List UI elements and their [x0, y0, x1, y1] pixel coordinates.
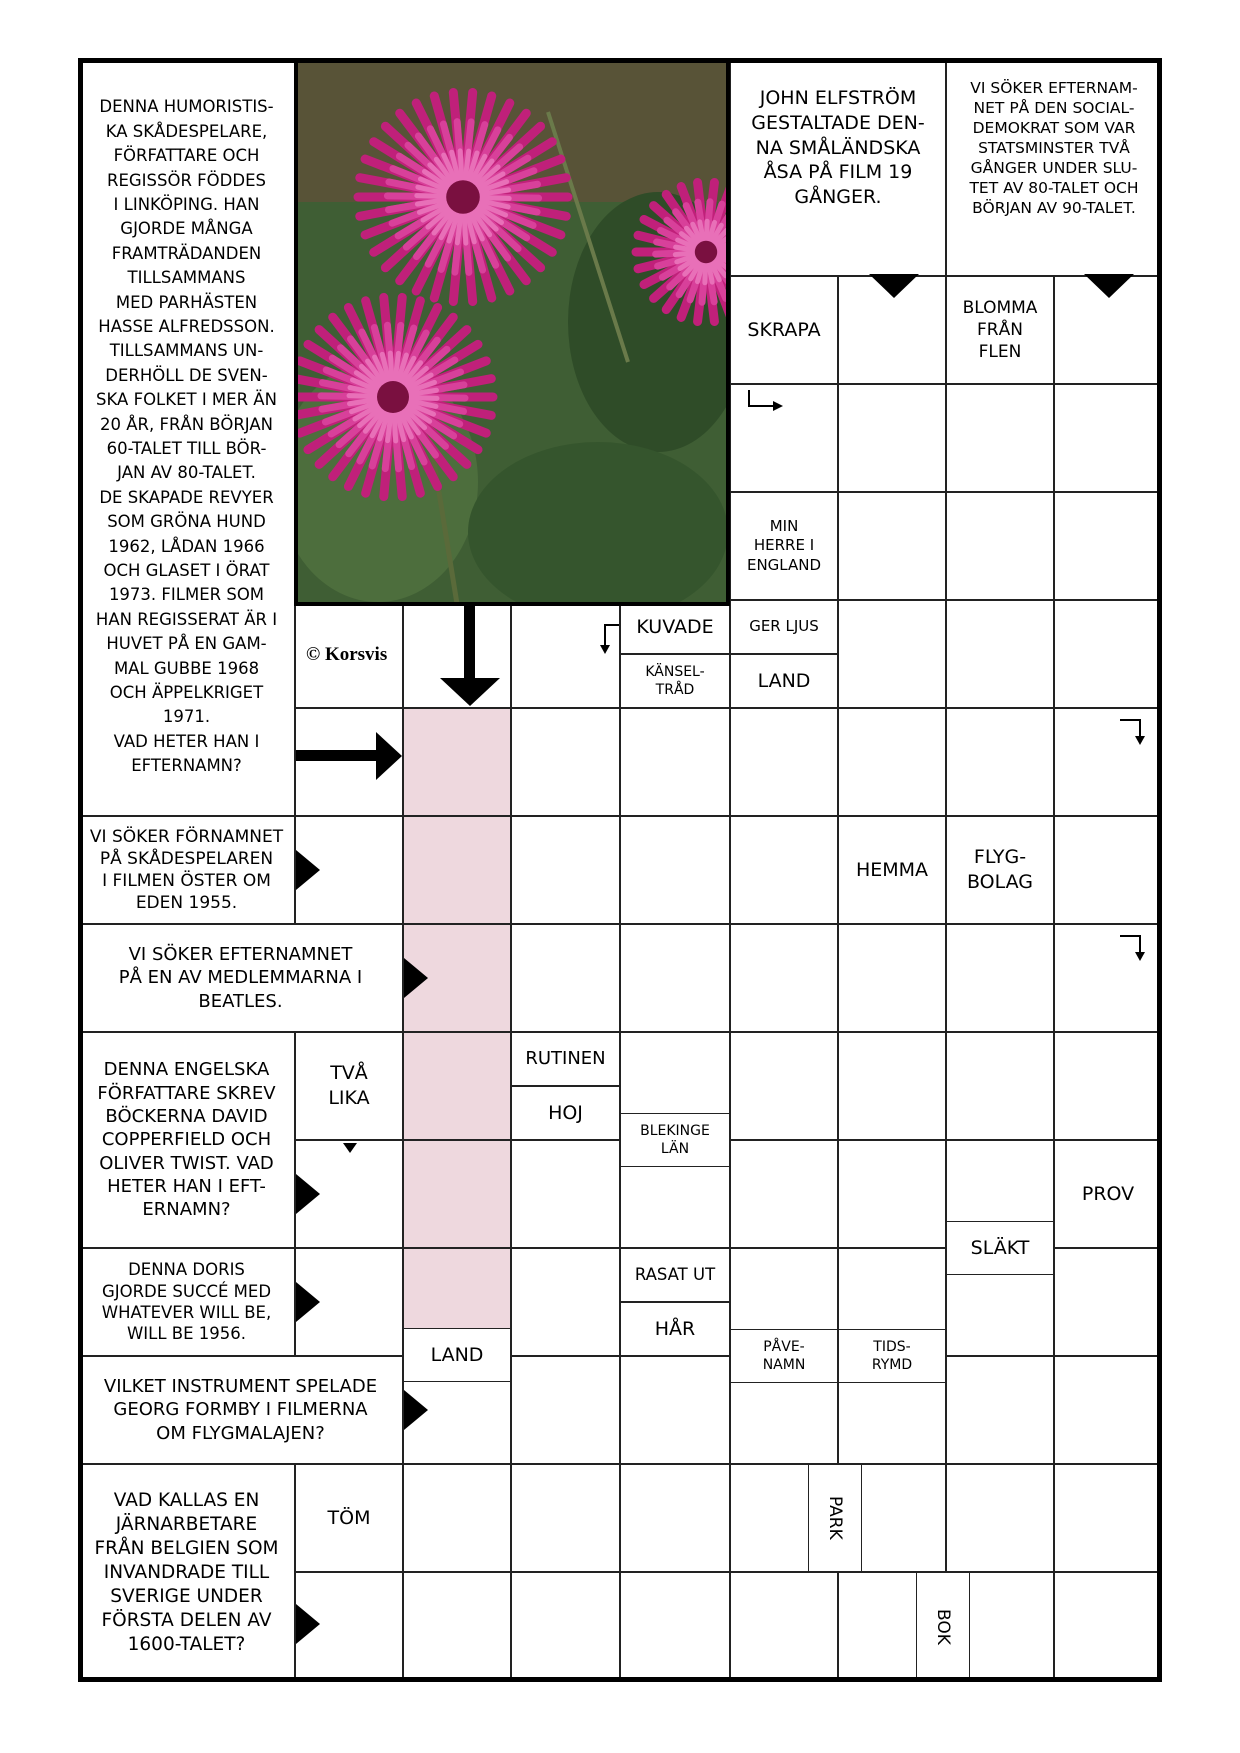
clue-hemma: HEMMA — [838, 816, 946, 924]
clue-formby: VILKET INSTRUMENT SPELADE GEORG FORMBY I FILMERNA OM FLYGMALAJEN? — [78, 1356, 403, 1464]
clue-rutinen: RUTINEN — [511, 1032, 620, 1086]
small-arrow-down-tvalika — [340, 1140, 360, 1156]
bent-arrow-kuvade — [595, 621, 625, 655]
dahlia-photo — [294, 58, 730, 606]
answer-cell[interactable] — [620, 924, 730, 1032]
shaded-answer-cell[interactable] — [403, 1140, 511, 1248]
clue-dickens: DENNA ENGELSKA FÖRFATTARE SKREV BÖCKERNA DAVID COPPERFIELD OCH OLIVER TWIST. VAD HETER HAN I EFT- ERNAMN? — [78, 1032, 295, 1248]
answer-cell[interactable] — [838, 708, 946, 816]
answer-cell[interactable] — [946, 708, 1054, 816]
answer-cell[interactable] — [946, 492, 1054, 600]
answer-cell[interactable] — [511, 924, 620, 1032]
answer-cell[interactable] — [620, 1572, 730, 1682]
answer-cell[interactable] — [1054, 600, 1162, 708]
answer-cell[interactable] — [403, 1572, 511, 1682]
clue-tom: TÖM — [295, 1464, 403, 1572]
crossword-puzzle — [78, 58, 1162, 1682]
answer-cell[interactable] — [946, 924, 1054, 1032]
arrow-right-dickens — [296, 1174, 320, 1214]
answer-cell[interactable] — [946, 1356, 1054, 1464]
answer-cell[interactable] — [946, 1032, 1054, 1140]
answer-cell[interactable] — [730, 1572, 838, 1682]
answer-cell[interactable] — [838, 600, 946, 708]
clue-elfstrom: JOHN ELFSTRÖM GESTALTADE DEN- NA SMÅLÄNDSKA ÅSA PÅ FILM 19 GÅNGER. — [730, 58, 946, 276]
clue-har: HÅR — [620, 1302, 730, 1356]
arrow-down-humorist — [436, 600, 504, 710]
answer-cell[interactable] — [730, 1032, 838, 1140]
clue-kanseltrad: KÄNSEL- TRÅD — [620, 654, 730, 708]
answer-cell[interactable] — [946, 384, 1054, 492]
clue-oster-om-eden: VI SÖKER FÖRNAMNET PÅ SKÅDESPELAREN I FILMEN ÖSTER OM EDEN 1955. — [78, 816, 295, 924]
answer-cell[interactable] — [511, 816, 620, 924]
arrow-right-humorist — [296, 730, 406, 782]
answer-cell[interactable] — [730, 1140, 838, 1248]
clue-tvalika: TVÅ LIKA — [295, 1032, 403, 1140]
clue-kuvade: KUVADE — [620, 600, 730, 654]
arrow-right-oster — [296, 850, 320, 890]
clue-rasatut: RASAT UT — [620, 1248, 730, 1302]
answer-cell[interactable] — [1054, 1032, 1162, 1140]
arrow-right-formby — [404, 1390, 428, 1430]
answer-cell[interactable] — [1054, 1572, 1162, 1682]
answer-cell[interactable] — [620, 1464, 730, 1572]
clue-hoj: HOJ — [511, 1086, 620, 1140]
clue-flygbolag: FLYG- BOLAG — [946, 816, 1054, 924]
clue-blekinge: BLEKINGE LÄN — [620, 1113, 730, 1167]
answer-cell[interactable] — [946, 600, 1054, 708]
answer-cell[interactable] — [838, 384, 946, 492]
bent-arrow-row8 — [1118, 932, 1152, 964]
arrow-right-doris — [296, 1282, 320, 1322]
answer-cell[interactable] — [946, 1464, 1054, 1572]
clue-land-1: LAND — [730, 654, 838, 708]
answer-cell[interactable] — [1054, 384, 1162, 492]
answer-cell[interactable] — [1054, 492, 1162, 600]
shaded-answer-cell[interactable] — [403, 816, 511, 924]
answer-cell[interactable] — [511, 1572, 620, 1682]
arrow-down-statsminister — [1084, 274, 1134, 298]
answer-cell[interactable] — [838, 1032, 946, 1140]
answer-cell[interactable] — [511, 1356, 620, 1464]
arrow-right-beatles — [404, 958, 428, 998]
answer-cell[interactable] — [511, 1248, 620, 1356]
clue-park: PARK — [808, 1464, 862, 1572]
clue-slakt: SLÄKT — [946, 1221, 1054, 1275]
answer-cell[interactable] — [1054, 816, 1162, 924]
answer-cell[interactable] — [1054, 1356, 1162, 1464]
dahlia-image — [298, 62, 730, 606]
clue-land-2: LAND — [403, 1328, 511, 1382]
clue-skrapa: SKRAPA — [730, 276, 838, 384]
answer-cell[interactable] — [838, 1140, 946, 1248]
clue-humorist: DENNA HUMORISTIS- KA SKÅDESPELARE, FÖRFATTARE OCH REGISSÖR FÖDDES I LINKÖPING. HAN GJORDE MÅNGA FRAMTRÄDANDEN TILLSAMMANS MED PARHÄSTEN HASSE ALFREDSSON. TILLSAMMANS UN- DERHÖLL DE SVEN- SKA FOLKET I MER ÄN 20 ÅR, FRÅN BÖRJAN 60-TALET TILL BÖR- JAN AV 80-TALET. DE SKAPADE REVYER SOM GRÖNA HUND 1962, LÅDAN 1966 OCH GLASET I ÖRAT 1973. FILMER SOM HAN REGISSERAT ÄR I HUVET PÅ EN GAM- MAL GUBBE 1968 OCH ÄPPELKRIGET 1971. VAD HETER HAN I EFTERNAMN? — [78, 58, 295, 816]
bent-arrow-skrapa — [745, 388, 785, 418]
clue-minherre: MIN HERRE I ENGLAND — [730, 492, 838, 600]
clue-gerljus: GER LJUS — [730, 600, 838, 654]
shaded-answer-cell[interactable] — [403, 1032, 511, 1140]
answer-cell[interactable] — [1054, 1464, 1162, 1572]
shaded-answer-cell[interactable] — [403, 708, 511, 816]
answer-cell[interactable] — [403, 1464, 511, 1572]
answer-cell[interactable] — [620, 1356, 730, 1464]
clue-bok: BOK — [916, 1572, 970, 1682]
clue-pavenamn: PÅVE- NAMN — [730, 1329, 838, 1383]
answer-cell[interactable] — [511, 708, 620, 816]
clue-jarnarbetare: VAD KALLAS EN JÄRNARBETARE FRÅN BELGIEN SOM INVANDRADE TILL SVERIGE UNDER FÖRSTA DELEN AV 1600-TALET? — [78, 1464, 295, 1682]
answer-cell[interactable] — [511, 1140, 620, 1248]
answer-cell[interactable] — [730, 816, 838, 924]
arrow-right-jarnarbetare — [296, 1604, 320, 1644]
answer-cell[interactable] — [511, 1464, 620, 1572]
answer-cell[interactable] — [1054, 1248, 1162, 1356]
answer-cell[interactable] — [620, 708, 730, 816]
copyright-label: © Korsvis — [306, 644, 388, 665]
answer-cell[interactable] — [620, 816, 730, 924]
arrow-down-elfstrom — [869, 274, 919, 298]
clue-blomma: BLOMMA FRÅN FLEN — [946, 276, 1054, 384]
clue-doris: DENNA DORIS GJORDE SUCCÉ MED WHATEVER WILL BE, WILL BE 1956. — [78, 1248, 295, 1356]
clue-tidsrymd: TIDS- RYMD — [838, 1329, 946, 1383]
answer-cell[interactable] — [838, 924, 946, 1032]
bent-arrow-row6 — [1118, 716, 1152, 748]
answer-cell[interactable] — [838, 492, 946, 600]
answer-cell[interactable] — [730, 924, 838, 1032]
clue-beatles: VI SÖKER EFTERNAMNET PÅ EN AV MEDLEMMARNA I BEATLES. — [78, 924, 403, 1032]
clue-prov: PROV — [1054, 1140, 1162, 1248]
answer-cell[interactable] — [730, 708, 838, 816]
clue-statsminister: VI SÖKER EFTERNAM- NET PÅ DEN SOCIAL- DEMOKRAT SOM VAR STATSMINSTER TVÅ GÅNGER UNDER SLU- TET AV 80-TALET OCH BÖRJAN AV 90-TALET. — [946, 58, 1162, 276]
